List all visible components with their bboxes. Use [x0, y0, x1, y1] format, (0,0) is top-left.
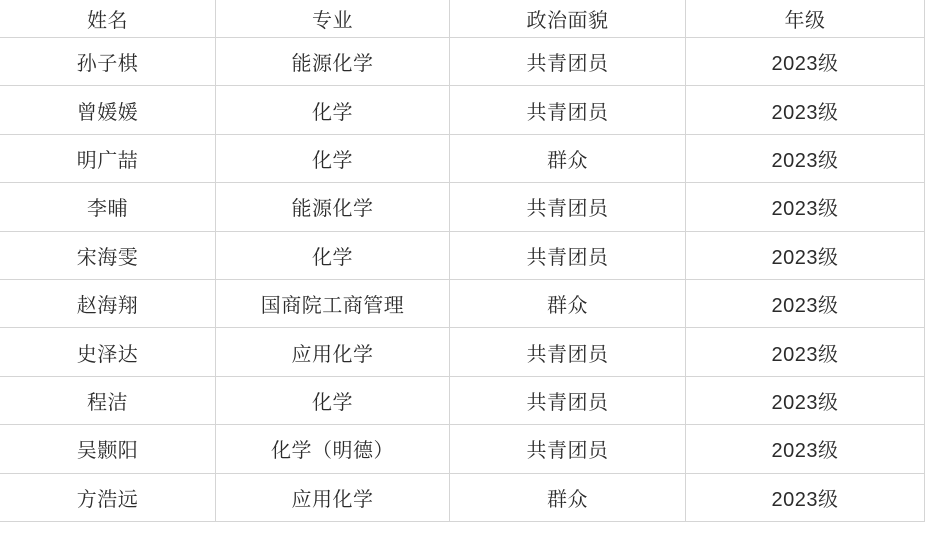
name-cell[interactable]: 明广喆 [0, 135, 216, 183]
header-cell-grade[interactable]: 年级 [686, 0, 925, 38]
grade-cell[interactable]: 2023级 [686, 86, 925, 134]
political-status-cell[interactable]: 共青团员 [450, 232, 686, 280]
header-cell-political-status[interactable]: 政治面貌 [450, 0, 686, 38]
grade-cell[interactable]: 2023级 [686, 232, 925, 280]
major-cell[interactable]: 化学 [216, 135, 450, 183]
political-status-cell[interactable]: 共青团员 [450, 183, 686, 231]
grade-cell[interactable]: 2023级 [686, 474, 925, 522]
grade-cell[interactable]: 2023级 [686, 38, 925, 86]
grade-cell[interactable]: 2023级 [686, 280, 925, 328]
name-cell[interactable]: 孙子棋 [0, 38, 216, 86]
grade-cell[interactable]: 2023级 [686, 425, 925, 473]
major-cell[interactable]: 化学（明德） [216, 425, 450, 473]
name-cell[interactable]: 史泽达 [0, 328, 216, 376]
name-cell[interactable]: 李晡 [0, 183, 216, 231]
major-cell[interactable]: 应用化学 [216, 474, 450, 522]
name-cell[interactable]: 程洁 [0, 377, 216, 425]
grade-cell[interactable]: 2023级 [686, 328, 925, 376]
header-cell-name[interactable]: 姓名 [0, 0, 216, 38]
name-cell[interactable]: 赵海翔 [0, 280, 216, 328]
name-cell[interactable]: 吴颢阳 [0, 425, 216, 473]
major-cell[interactable]: 应用化学 [216, 328, 450, 376]
political-status-cell[interactable]: 共青团员 [450, 328, 686, 376]
major-cell[interactable]: 化学 [216, 86, 450, 134]
political-status-cell[interactable]: 共青团员 [450, 86, 686, 134]
major-cell[interactable]: 化学 [216, 232, 450, 280]
major-cell[interactable]: 化学 [216, 377, 450, 425]
political-status-cell[interactable]: 共青团员 [450, 425, 686, 473]
grade-cell[interactable]: 2023级 [686, 135, 925, 183]
major-cell[interactable]: 能源化学 [216, 38, 450, 86]
name-cell[interactable]: 宋海雯 [0, 232, 216, 280]
header-cell-major[interactable]: 专业 [216, 0, 450, 38]
major-cell[interactable]: 国商院工商管理 [216, 280, 450, 328]
political-status-cell[interactable]: 群众 [450, 474, 686, 522]
major-cell[interactable]: 能源化学 [216, 183, 450, 231]
name-cell[interactable]: 方浩远 [0, 474, 216, 522]
political-status-cell[interactable]: 共青团员 [450, 38, 686, 86]
name-cell[interactable]: 曾媛媛 [0, 86, 216, 134]
political-status-cell[interactable]: 群众 [450, 280, 686, 328]
grade-cell[interactable]: 2023级 [686, 377, 925, 425]
political-status-cell[interactable]: 群众 [450, 135, 686, 183]
political-status-cell[interactable]: 共青团员 [450, 377, 686, 425]
grade-cell[interactable]: 2023级 [686, 183, 925, 231]
